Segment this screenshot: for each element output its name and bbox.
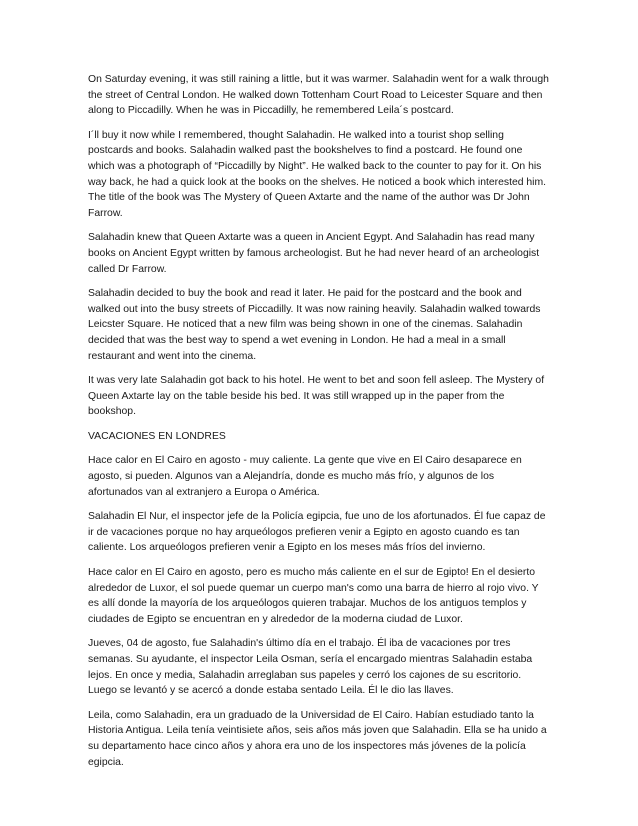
paragraph-buy-book: Salahadin decided to buy the book and read it later. He paid for the postcard and the book and walked out into the busy streets of Piccadilly. It was now raining heavily. Salahadin walked towards Leicster Square. He noticed that a new film was being shown in one of the cinemas. Salahadin decided that was the best way to spend a wet evening in London. He had a meal in a small restaurant and went into the cinema. [88, 288, 541, 362]
paragraph-luxor: Hace calor en El Cairo en agosto, pero es mucho más caliente en el sur de Egipto! En el desierto alrededor de Luxor, el sol puede quemar un cuerpo man's como una barra de hierro al rojo vivo. Y es allí donde la mayoría de los arqueólogos quieren trabajar. Muchos de los antiguos templos y ciudades de Egipto se encuentran en y alrededor de la moderna ciudad de Luxor. [88, 567, 539, 625]
paragraph-leila: Leila, como Salahadin, era un graduado de la Universidad de El Cairo. Habían estudiado tanto la Historia Antigua. Leila tenía veintisiete años, seis años más joven que Salahadin. Ella se ha unido a su departamento hace cinco años y ahora era uno de los inspectores más jóvenes de la policía egipcia. [88, 709, 547, 768]
document-page [88, 72, 550, 779]
paragraph-queen-axtarte: Salahadin knew that Queen Axtarte was a queen in Ancient Egypt. And Salahadin has read many books on Ancient Egypt written by famous archeologist. But he had never heard of an archeologist called Dr Farrow. [88, 232, 540, 275]
paragraph-back-to-hotel: It was very late Salahadin got back to his hotel. He went to bet and soon fell asleep. The Mystery of Queen Axtarte lay on the table beside his bed. It was still wrapped up in the paper from the bookshop. [88, 375, 545, 418]
paragraph-calor-cairo: Hace calor en El Cairo en agosto - muy caliente. La gente que vive en El Cairo desaparece en agosto, si pueden. Algunos van a Alejandría, donde es mucho más frío, y algunos de los afortunados van al extranjero a Europa o América. [88, 455, 522, 498]
section-heading: VACACIONES EN LONDRES [88, 430, 226, 442]
paragraph-jueves: Jueves, 04 de agosto, fue Salahadin's último día en el trabajo. Él iba de vacaciones por tres semanas. Su ayudante, el inspector Leila Osman, sería el encargado mientras Salahadin estaba lejos. En once y media, Salahadin arreglaban sus papeles y cerró los cajones de su escritorio. Luego se levantó y se acercó a donde estaba sentado Leila. Él le dio las llaves. [88, 638, 533, 697]
paragraph-buy-postcard: I´ll buy it now while I remembered, thought Salahadin. He walked into a tourist shop selling postcards and books. Salahadin walked past the bookshelves to find a postcard. He found one which was a photograph of “Piccadilly by Night”. He walked back to the counter to pay for it. On his way back, he had a quick look at the books on the shelves. He noticed a book which interested him. The title of the book was The Mystery of Queen Axtarte and the name of the author was Dr John Farrow. [88, 129, 547, 219]
paragraph-salahadin-el-nur: Salahadin El Nur, el inspector jefe de la Policía egipcia, fue uno de los afortunados. Él fue capaz de ir de vacaciones porque no hay arqueólogos prefieren venir a Egipto en agosto cuando es tan caliente. Los arqueólogos prefieren venir a Egipto en los meses más fríos del invierno. [88, 511, 546, 554]
paragraph-saturday-evening: On Saturday evening, it was still raining a little, but it was warmer. Salahadin went for a walk through the street of Central London. He walked down Tottenham Court Road to Leicester Square and then along to Piccadilly. When he was in Piccadilly, he remembered Leila´s postcard. [88, 74, 549, 117]
